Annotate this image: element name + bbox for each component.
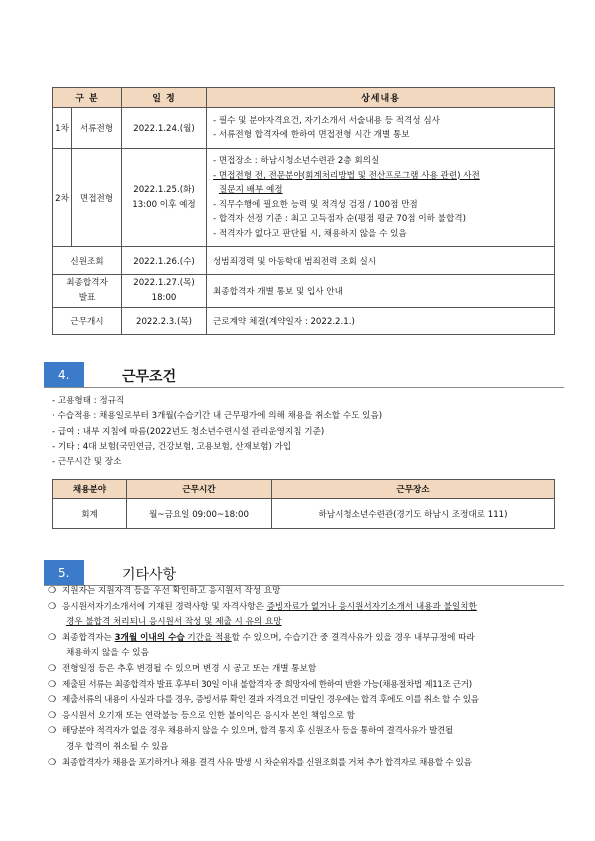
stage-date	[122, 149, 207, 247]
condition-item: - 급여 : 내부 지침에 따름(2022년도 청소년수련시설 관리운영지침 기준)	[52, 426, 325, 437]
note-text: 해당분야 적격자가 없을 경우 채용하지 않을 수 있으며, 합격 통지 후 신원조사 등을 통하여 결격사유가 발견될	[62, 726, 453, 737]
schedule-row-final-announcement	[53, 275, 555, 308]
note-text: 응시원서 오기재 또는 연락불능 등으로 인한 불이익은 응시자 본인 책임으로 함	[62, 710, 355, 721]
note-item	[48, 724, 568, 755]
detail-line: - 합격자 선정 기준 : 최고 고득점자 순(평점 평균 70점 이하 불합격)	[213, 214, 466, 224]
circle-bullet-icon: ❍	[48, 679, 57, 690]
stage-label: 신원조회	[53, 247, 122, 275]
header-field: 채용분야	[53, 480, 127, 499]
stage-label: 면접전형	[72, 149, 122, 247]
stage-label-line: 최종합격자	[66, 278, 108, 288]
stage-details	[207, 149, 555, 247]
header-schedule: 일 정	[122, 88, 207, 108]
note-item	[48, 693, 568, 709]
section-title: 근무조건	[122, 369, 177, 385]
circle-bullet-icon: ❍	[48, 710, 57, 721]
circle-bullet-icon: ❍	[48, 726, 57, 737]
schedule-row-interview	[53, 149, 555, 247]
detail-line: - 면접장소 : 하남시청소년수련관 2층 회의실	[213, 156, 380, 166]
circle-bullet-icon: ❍	[48, 586, 57, 596]
detail-line: - 직무수행에 필요한 능력 및 적격성 검정 / 100점 만점	[213, 199, 418, 210]
note-text-bold: 3개월 이내의 수습	[114, 632, 185, 643]
stage-date: 2022.1.24.(월)	[122, 108, 207, 149]
circle-bullet-icon: ❍	[48, 695, 57, 706]
note-text-underlined: 경우 불합격 처리되니 응시원서 작성 및 제출 시 유의 요망	[66, 617, 282, 628]
header-location: 근무장소	[272, 480, 555, 499]
work-conditions-list	[52, 394, 562, 470]
note-text: 제출서류의 내용이 사실과 다를 경우, 증빙서류 확인 결과 자격요건 미달인 경우에는 합격 후에도 이를 취소 할 수 있음	[62, 695, 479, 706]
stage-date: 2022.2.3.(목)	[122, 308, 207, 335]
header-hours: 근무시간	[127, 480, 272, 499]
circle-bullet-icon: ❍	[48, 601, 57, 612]
note-text: 할 수 있으며, 수습기간 중 결격사유가 있을 경우 내부규정에 따라	[231, 632, 475, 643]
note-text-underlined: 기간을 적용	[184, 632, 232, 643]
detail-line: - 필수 및 분야자격요건, 자기소개서 서술내용 등 적격성 심사	[213, 115, 440, 126]
section-divider	[44, 387, 564, 388]
date-line: 2022.1.27.(목)	[133, 278, 195, 288]
note-text: 전형일정 등은 추후 변경될 수 있으며 변경 시 공고 또는 개별 통보함	[62, 663, 317, 674]
stage-label-line: 발표	[78, 293, 96, 303]
stage-details: 근로계약 체결(계약일자 : 2022.2.1.)	[207, 308, 555, 335]
schedule-row-document	[53, 108, 555, 149]
condition-item: - 고용형태 : 정규직	[52, 396, 125, 406]
schedule-table	[52, 87, 555, 335]
detail-line: 질문지 배부 예정	[219, 185, 283, 195]
note-item	[48, 631, 568, 662]
note-item	[48, 662, 568, 678]
detail-line: - 서류전형 합격자에 한하여 면접전형 시간 개별 통보	[213, 130, 410, 140]
section-5-header	[44, 560, 564, 586]
condition-item: - 근무시간 및 장소	[52, 457, 122, 468]
schedule-row-start-work	[53, 308, 555, 335]
work-table-row	[53, 499, 555, 529]
header-details: 상세내용	[207, 88, 555, 108]
stage-details	[207, 108, 555, 149]
section-number-badge: 5.	[44, 560, 84, 586]
misc-notes-list	[48, 584, 568, 771]
stage-date: 2022.1.26.(수)	[122, 247, 207, 275]
work-table-header-row	[53, 480, 555, 499]
note-text: 경우 합격이 취소될 수 있음	[66, 741, 169, 752]
note-item	[48, 756, 568, 772]
location-cell: 하남시청소년수련관(경기도 하남시 조정대로 111)	[272, 499, 555, 529]
section-number-badge: 4.	[44, 362, 84, 388]
hours-cell: 월~금요일 09:00~18:00	[127, 499, 272, 529]
note-text: 최종합격자가 채용을 포기하거나 채용 결격 사유 발생 시 차순위자를 신원조회를 거쳐 추가 합격자로 채용할 수 있음	[62, 757, 472, 768]
time-line: 13:00 이후 예정	[132, 199, 196, 210]
condition-item: · 수습적용 : 채용일로부터 3개월(수습기간 내 근무평가에 의해 채용을 취소할 수도 있음)	[52, 411, 383, 422]
note-text-underlined: 증빙자료가 없거나 응시원서자기소개서 내용과 불일치한	[266, 601, 477, 612]
detail-line: - 적격자가 없다고 판단될 시, 채용하지 않을 수 있음	[213, 228, 407, 239]
note-text: 채용하지 않을 수 있음	[66, 648, 149, 659]
stage-label	[53, 275, 122, 308]
note-text: 최종합격자는	[62, 632, 115, 643]
round-label: 1차	[53, 108, 72, 149]
round-label: 2차	[53, 149, 72, 247]
detail-line: - 면접전형 전, 전문분야(회계처리방법 및 전산프로그램 사용 관련) 사전	[213, 170, 480, 181]
circle-bullet-icon: ❍	[48, 663, 57, 674]
work-conditions-table	[52, 479, 555, 529]
condition-item: - 기타 : 4대 보험(국민연금, 건강보험, 고용보험, 산재보험) 가입	[52, 441, 292, 452]
section-title: 기타사항	[122, 567, 177, 583]
note-item	[48, 709, 568, 725]
note-item	[48, 678, 568, 694]
stage-details: 성범죄경력 및 아동학대 범죄전력 조회 실시	[207, 247, 555, 275]
note-text: 지원자는 지원자격 등을 우선 확인하고 응시원서 작성 요망	[62, 586, 281, 596]
date-line: 2022.1.25.(화)	[133, 184, 195, 195]
header-category: 구 분	[53, 88, 122, 108]
field-cell: 회계	[53, 499, 127, 529]
stage-details: 최종합격자 개별 통보 및 입사 안내	[207, 275, 555, 308]
stage-date	[122, 275, 207, 308]
schedule-header-row	[53, 88, 555, 108]
circle-bullet-icon: ❍	[48, 632, 57, 643]
schedule-row-background-check	[53, 247, 555, 275]
note-text: 제출된 서류는 최종합격자 발표 후부터 30일 이내 불합격자 중 희망자에 한하여 반환 가능(채용절차법 제11조 근거)	[62, 679, 472, 690]
note-item	[48, 600, 568, 631]
note-text: 응시원서자기소개서에 기재된 경력사항 및 자격사항은	[62, 601, 267, 612]
circle-bullet-icon: ❍	[48, 757, 57, 768]
time-line: 18:00	[151, 293, 177, 303]
note-item	[48, 584, 568, 600]
section-4-header	[44, 362, 564, 388]
stage-label: 서류전형	[72, 108, 122, 149]
stage-label: 근무개시	[53, 308, 122, 335]
